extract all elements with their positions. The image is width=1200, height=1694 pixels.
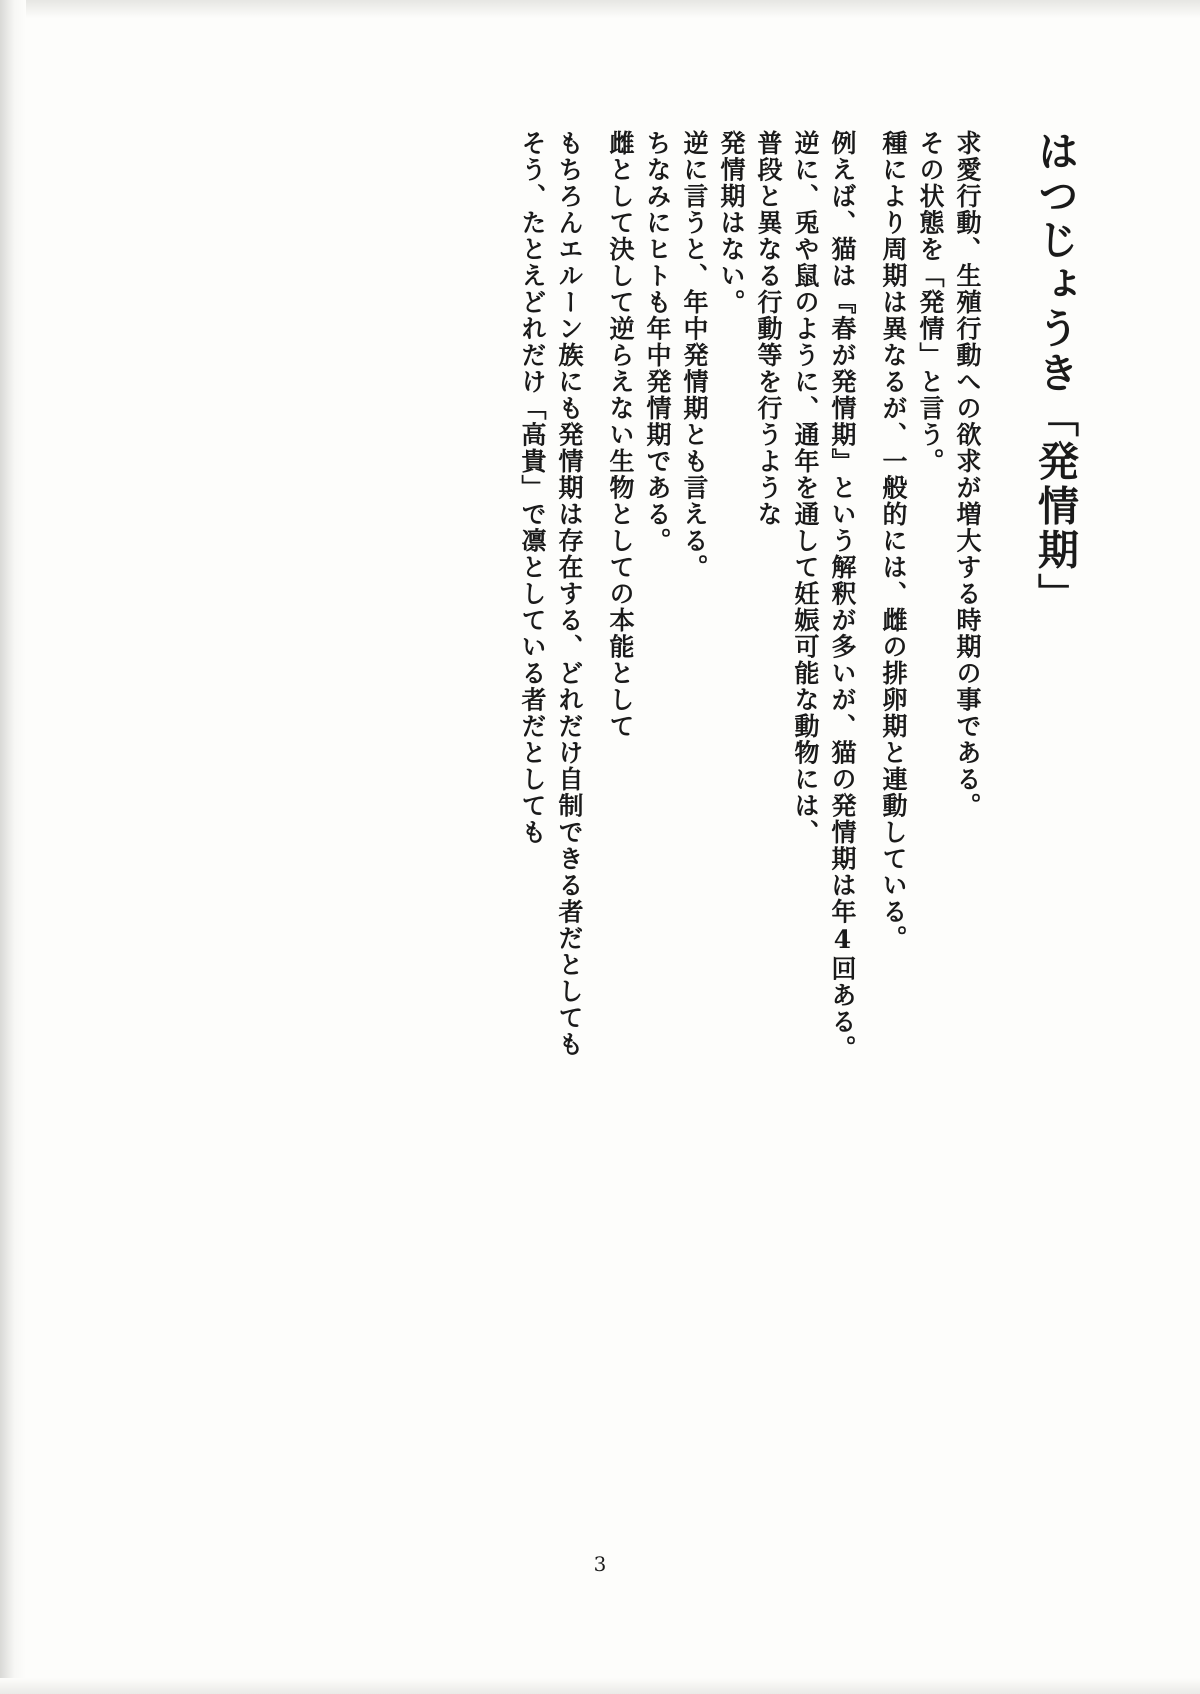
body-column: 例えば、猫は『春が発情期』という解釈が多いが、猫の発情期は年4回ある。 (828, 130, 857, 1062)
body-column: 雌として決して逆らえない生物としての本能として (606, 130, 635, 740)
body-column: 種により周期は異なるが、一般的には、雌の排卵期と連動している。 (879, 130, 908, 952)
body-column: もちろんエルーン族にも発情期は存在する、どれだけ自制できる者だとしても (555, 130, 584, 1058)
body-column: 普段と異なる行動等を行うような (754, 130, 783, 528)
page-title: はつじょうき「発情期」 (1031, 130, 1079, 618)
scan-edge-left (0, 0, 26, 1694)
body-column: ちなみにヒトも年中発情期である。 (643, 130, 672, 554)
vertical-text-area (355, 130, 1079, 1130)
scan-edge-bottom (0, 1678, 1200, 1694)
scan-edge-top (0, 0, 1200, 18)
page-number: 3 (593, 1552, 607, 1576)
body-column: 求愛行動、生殖行動への欲求が増大する時期の事である。 (953, 130, 982, 819)
body-column: 発情期はない。 (717, 130, 746, 316)
body-column: そう、たとえどれだけ「高貴」で凛としている者だとしても (518, 130, 547, 846)
body-column: その状態を「発情」と言う。 (916, 130, 945, 475)
body-column: 逆に、兎や鼠のように、通年を通して妊娠可能な動物には、 (791, 130, 820, 846)
body-column: 逆に言うと、年中発情期とも言える。 (680, 130, 709, 581)
